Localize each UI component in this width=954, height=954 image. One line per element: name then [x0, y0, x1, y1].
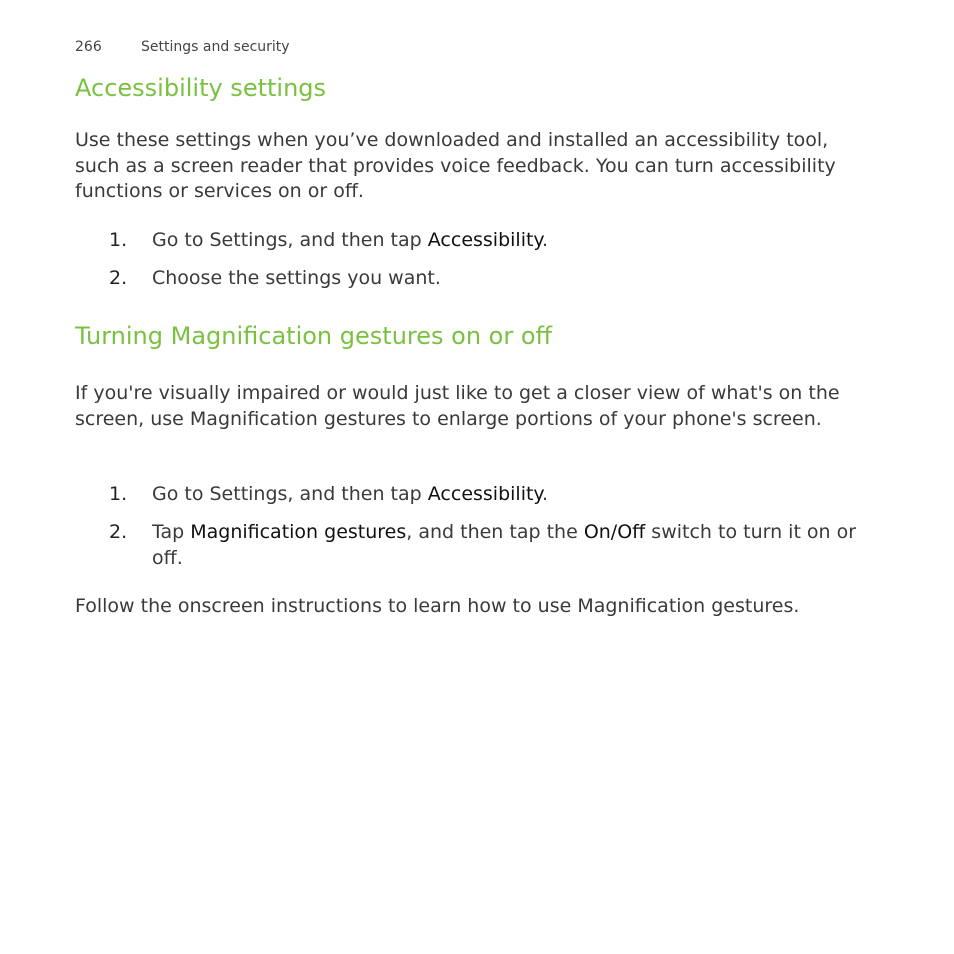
step-text-pre: Go to Settings, and then tap — [152, 229, 428, 251]
magnification-step-1 — [75, 482, 865, 508]
step-text: Choose the settings you want. — [152, 267, 441, 289]
section-title: Settings and security — [141, 39, 290, 55]
on-off-ui-term: On/Off — [583, 521, 646, 543]
accessibility-step-1 — [75, 228, 865, 254]
accessibility-ui-term: Accessibility — [427, 229, 542, 251]
magnification-outro-paragraph: Follow the onscreen instructions to learn how to use Magnification gestures. — [75, 595, 800, 617]
step-text-post: . — [541, 229, 549, 251]
step-text-pre: Go to Settings, and then tap — [152, 483, 428, 505]
accessibility-settings-heading: Accessibility settings — [75, 74, 327, 102]
accessibility-intro-paragraph: Use these settings when you’ve downloaded and installed an accessibility tool, such as a screen reader that provides voice feedback. You can turn accessibility functions or services on or off. — [75, 129, 836, 202]
page-header — [75, 39, 290, 55]
step-text — [152, 520, 865, 571]
magnification-gestures-heading: Turning Magnification gestures on or off — [75, 322, 553, 350]
magnification-step-2 — [75, 520, 865, 571]
step-number: 2. — [109, 267, 128, 289]
accessibility-ui-term: Accessibility — [427, 483, 542, 505]
step-number: 1. — [109, 229, 128, 251]
step-text-mid: , and then tap the — [406, 521, 584, 543]
accessibility-step-2 — [75, 266, 865, 292]
step-text-pre: Tap — [152, 521, 191, 543]
step-text — [152, 228, 865, 254]
step-number: 1. — [109, 483, 128, 505]
step-text-post: . — [541, 483, 549, 505]
step-number: 2. — [109, 521, 128, 543]
step-text-post: switch to turn it on or off. — [152, 521, 857, 569]
magnification-gestures-ui-term: Magnification gestures — [190, 521, 407, 543]
page-number: 266 — [75, 39, 102, 55]
magnification-intro-paragraph: If you're visually impaired or would just like to get a closer view of what's on the screen, use Magnification gestures to enlarge portions of your phone's screen. — [75, 382, 840, 430]
step-text — [152, 482, 865, 508]
